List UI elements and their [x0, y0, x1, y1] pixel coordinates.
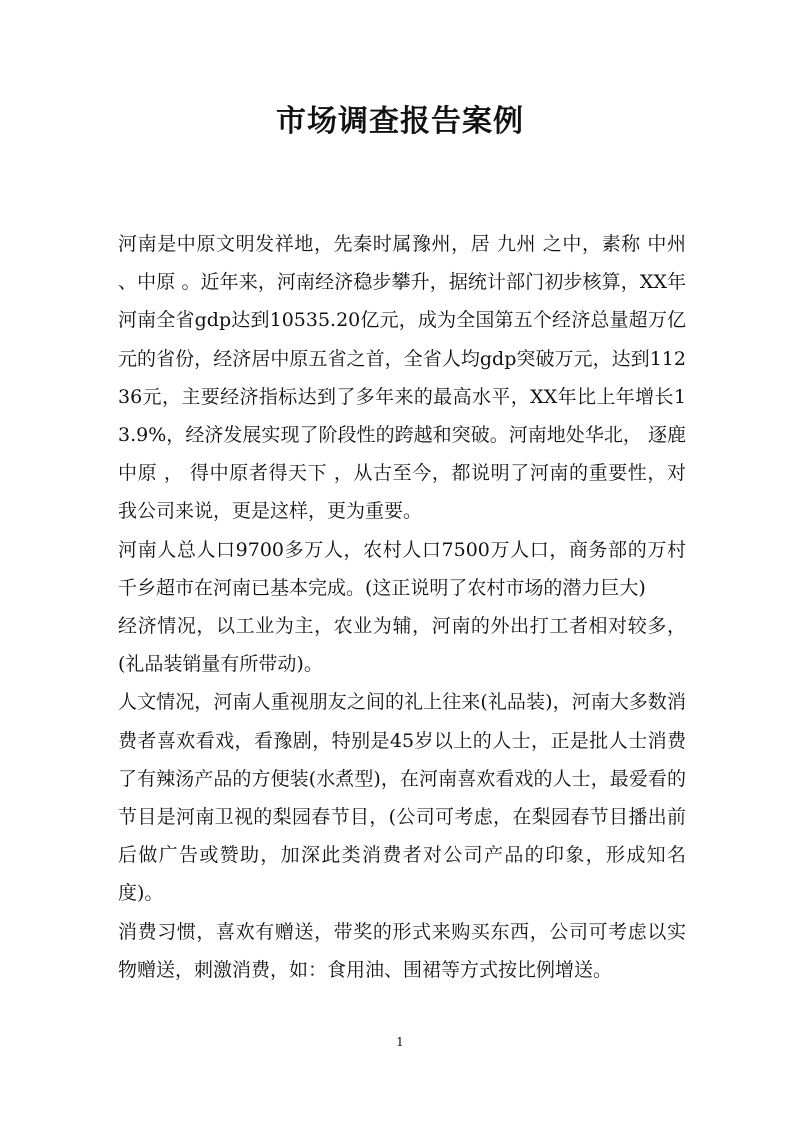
paragraph-culture: 人文情况，河南人重视朋友之间的礼上往来(礼品装)，河南大多数消费者喜欢看戏，看豫剧，特别是45岁以上的人士，正是批人士消费了有辣汤产品的方便装(水煮型)，在河南喜欢看戏的人士，最爱看的节目是河南卫视的梨园春节目，(公司可考虑，在梨园春节目播出前后做广告或赞助，加深此类消费者对公司产品的印象，形成知名度)。	[118, 691, 686, 905]
paragraph-consumption-habits: 消费习惯，喜欢有赠送，带奖的形式来购买东西，公司可考虑以实物赠送，刺激消费，如：食用油、围裙等方式按比例增送。	[118, 920, 686, 981]
paragraph-population: 河南人总人口9700多万人，农村人口7500万人口，商务部的万村千乡超市在河南已基本完成。(这正说明了农村市场的潜力巨大)	[118, 538, 686, 599]
page-number: 1	[396, 1035, 404, 1049]
document-title: 市场调查报告案例	[276, 104, 524, 139]
paragraph-overview: 河南是中原文明发祥地，先秦时属豫州，居 九州 之中，素称 中州 、中原 。近年来，河南经济稳步攀升，据统计部门初步核算，XX年河南全省gdp达到10535.20亿元，成为全国第五个经济总量超万亿元的省份，经济居中原五省之首，全省人均gdp突破万元，达到11236元，主要经济指标达到了多年来的最高水平，XX年比上年增长13.9%，经济发展实现了阶段性的跨越和突破。河南地处华北， 逐鹿中原 ， 得中原者得天下 ，从古至今，都说明了河南的重要性，对我公司来说，更是这样，更为重要。	[118, 233, 686, 523]
paragraph-economy: 经济情况，以工业为主，农业为辅，河南的外出打工者相对较多，(礼品装销量有所带动)。	[118, 615, 686, 676]
document-body	[118, 225, 686, 989]
